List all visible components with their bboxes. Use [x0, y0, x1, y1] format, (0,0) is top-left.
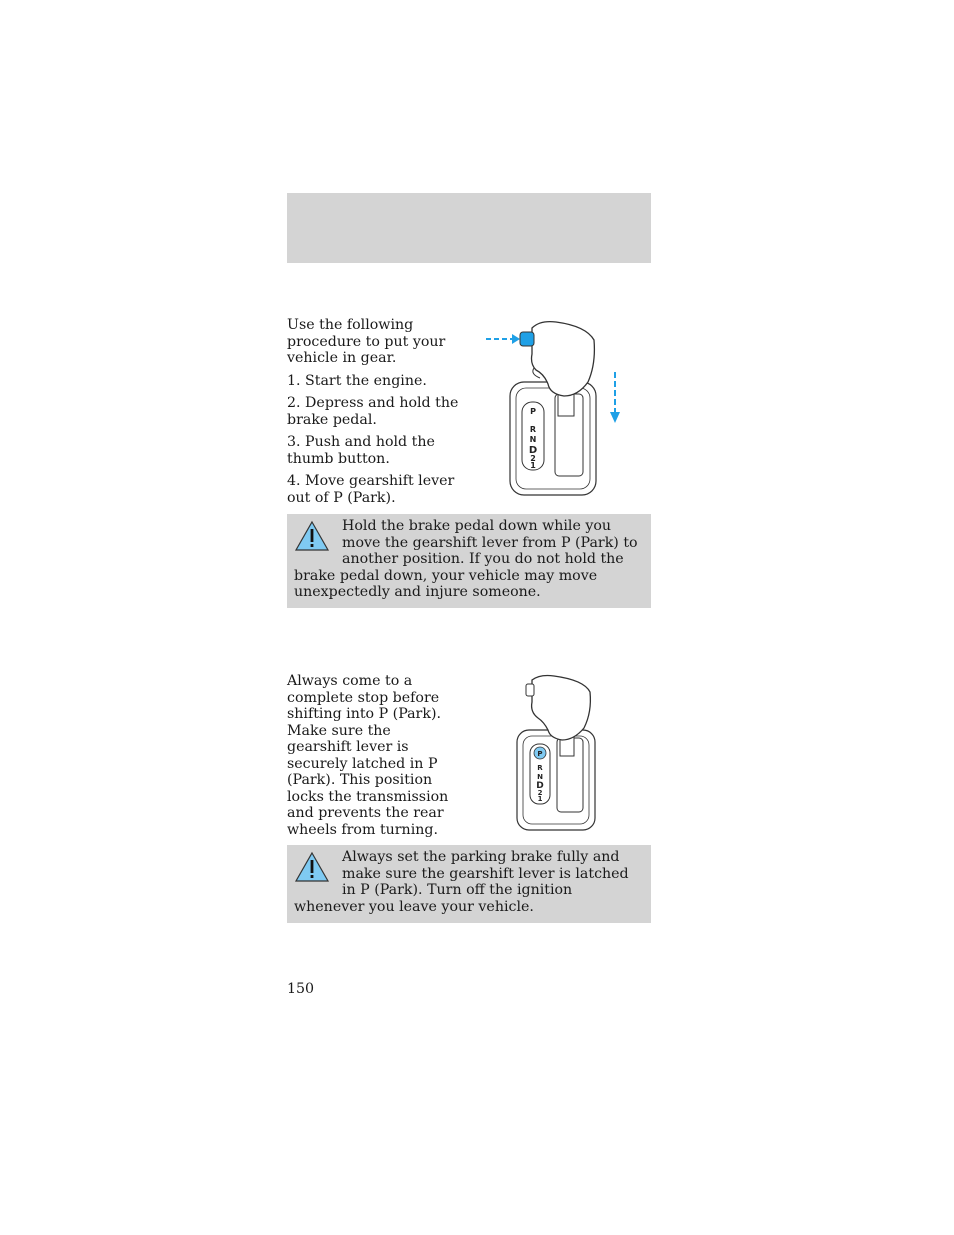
gear-label-2: 2	[537, 789, 543, 797]
gear-label-d: D	[536, 781, 544, 791]
gear-label-p: P	[530, 407, 536, 416]
page-number: 150	[287, 981, 315, 997]
warning-triangle-icon	[294, 520, 330, 552]
gearshift-park-figure	[512, 672, 602, 832]
move-down-arrow-icon	[610, 372, 620, 423]
step-1: 1. Start the engine.	[287, 372, 427, 389]
push-arrow-icon	[486, 334, 520, 344]
step-4: 4. Move gearshift lever out of P (Park).	[287, 473, 455, 506]
gear-label-r: R	[537, 764, 543, 772]
step-3: 3. Push and hold the thumb button.	[287, 434, 435, 467]
gearshift-thumb-button-figure	[482, 318, 632, 500]
intro-lead: Use the following procedure to put your vehicle in gear.	[287, 317, 446, 366]
gear-label-d: D	[528, 445, 538, 456]
gear-label-r: R	[529, 425, 537, 434]
step-2: 2. Depress and hold the brake pedal.	[287, 395, 459, 428]
gear-label-n: N	[529, 435, 537, 444]
section-header-band	[287, 193, 651, 263]
gear-label-p: P	[537, 750, 543, 758]
park-instructions	[287, 673, 459, 844]
park-paragraph: Always come to a complete stop before shifting into P (Park). Make sure the gearshift lever is securely latched in P (Park). This position locks the transmission and prevents the rear wheels from turning.	[287, 673, 449, 838]
gear-label-1: 1	[530, 461, 536, 470]
gear-label-n: N	[537, 773, 543, 781]
gear-label-2: 2	[530, 454, 536, 463]
gear-label-1: 1	[537, 795, 543, 803]
intro-procedure	[287, 317, 459, 512]
warning-text-parking-brake: Always set the parking brake fully and make sure the gearshift lever is latched in P (Park). Turn off the ignition whenever you leave your vehicle.	[294, 849, 629, 915]
warning-box-parking-brake	[287, 845, 651, 923]
warning-text-brake: Hold the brake pedal down while you move the gearshift lever from P (Park) to another position. If you do not hold the brake pedal down, your vehicle may move unexpectedly and injure someone.	[294, 518, 638, 600]
warning-box-brake	[287, 514, 651, 608]
warning-triangle-icon	[294, 851, 330, 883]
